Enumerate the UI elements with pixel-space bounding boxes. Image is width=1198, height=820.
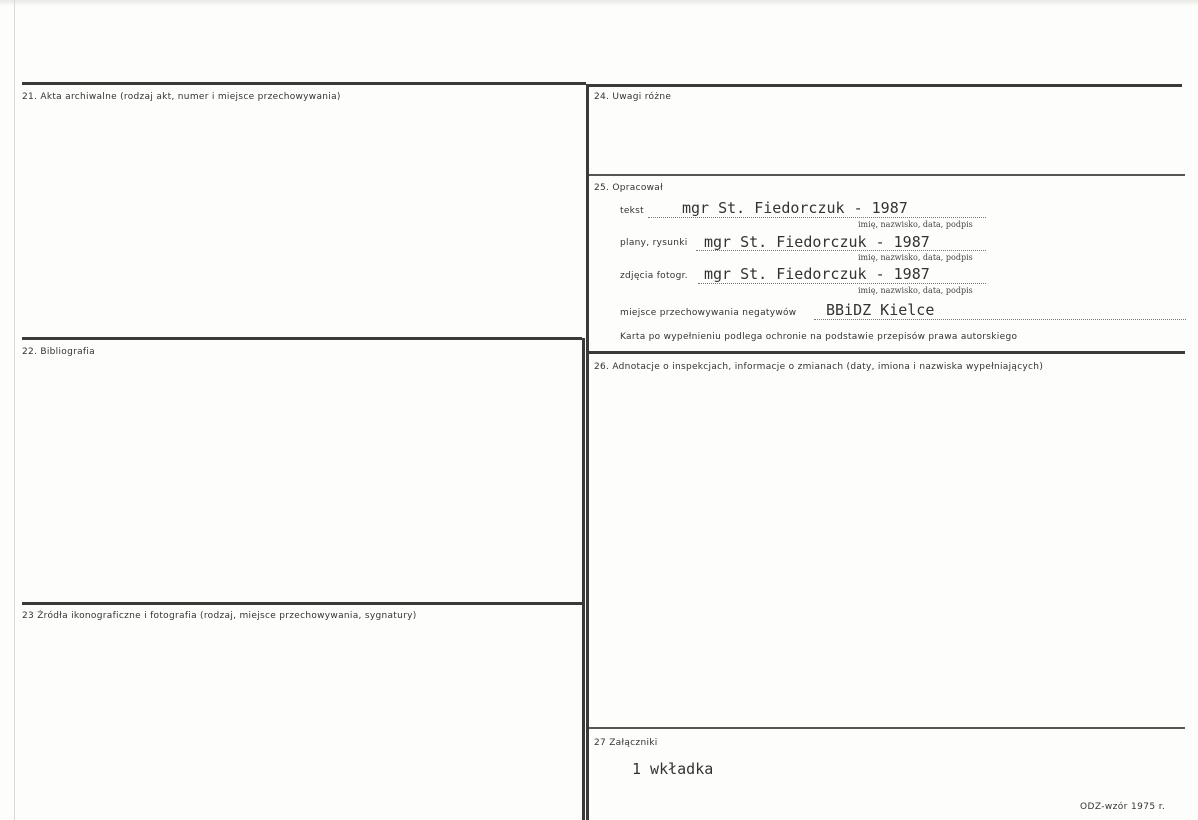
zdjecia-label: zdjęcia fotogr. — [620, 271, 688, 281]
section-22-label: 22. Bibliografia — [22, 347, 95, 357]
negatywy-dotted-line — [814, 319, 1186, 320]
plany-caption: imię, nazwisko, data, podpis — [858, 253, 973, 262]
zdjecia-value: mgr St. Fiedorczuk - 1987 — [704, 265, 930, 283]
rule-22-top — [22, 337, 582, 340]
tekst-value: mgr St. Fiedorczuk - 1987 — [682, 199, 908, 217]
form-id: ODZ-wzór 1975 r. — [1080, 802, 1166, 812]
scan-top-edge — [0, 0, 1198, 6]
plany-label: plany, rysunki — [620, 238, 688, 248]
tekst-caption: imię, nazwisko, data, podpis — [858, 220, 973, 229]
rule-23-top — [22, 602, 582, 605]
copyright-notice: Karta po wypełnieniu podlega ochronie na podstawie przepisów prawa autorskiego — [620, 332, 1018, 342]
zdjecia-dotted-line — [698, 283, 986, 284]
zdjecia-caption: imię, nazwisko, data, podpis — [858, 286, 973, 295]
rule-27-top — [589, 727, 1185, 729]
section-27-label: 27 Załączniki — [594, 738, 658, 748]
section-21-label: 21. Akta archiwalne (rodzaj akt, numer i miejsce przechowywania) — [22, 92, 341, 102]
rule-top-left — [22, 82, 586, 85]
section-25-label: 25. Opracował — [594, 183, 663, 193]
plany-value: mgr St. Fiedorczuk - 1987 — [704, 233, 930, 251]
section-23-label: 23 Źródła ikonograficzne i fotografia (rodzaj, miejsce przechowywania, sygnatury) — [22, 611, 417, 621]
scan-left-edge — [14, 0, 15, 820]
rule-26-top — [589, 351, 1185, 354]
negatywy-value: BBiDZ Kielce — [826, 301, 935, 319]
rule-25-top — [589, 174, 1185, 176]
attachments-value: 1 wkładka — [632, 760, 714, 778]
rule-left-column-right — [582, 338, 585, 820]
tekst-dotted-line — [648, 217, 986, 218]
section-26-label: 26. Adnotacje o inspekcjach, informacje o zmianach (daty, imiona i nazwiska wypełniających) — [594, 362, 1044, 372]
rule-center-divider — [586, 84, 589, 820]
section-24-label: 24. Uwagi różne — [594, 92, 672, 102]
tekst-label: tekst — [620, 206, 644, 216]
negatywy-label: miejsce przechowywania negatywów — [620, 308, 797, 318]
rule-top-right — [586, 84, 1182, 87]
